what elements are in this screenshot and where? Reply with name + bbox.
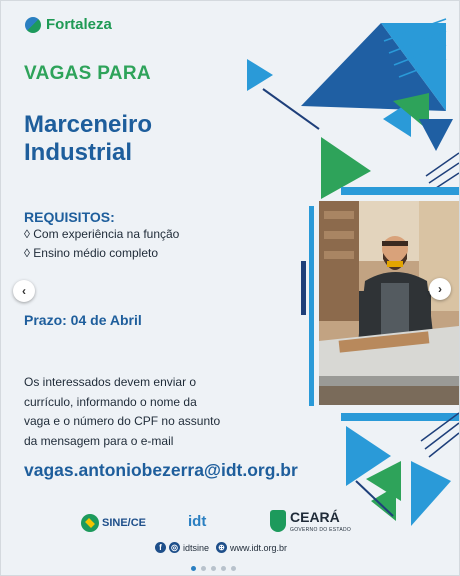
deadline: Prazo: 04 de Abril [24, 312, 142, 328]
requirement-item: ◊ Com experiência na função [24, 227, 180, 241]
instruction-line: currículo, informando o nome da [24, 394, 197, 409]
carousel-indicator [191, 566, 236, 571]
job-title-line1: Marceneiro [24, 111, 153, 138]
brand-icon [25, 17, 41, 33]
job-title-line2: Industrial [24, 139, 133, 166]
sine-ce-label: SINE/CE [102, 517, 147, 529]
instruction-line: vaga e o número do CPF no assunto [24, 414, 221, 428]
ceara-subtitle: GOVERNO DO ESTADO [290, 527, 352, 533]
chevron-right-icon: › [438, 282, 442, 296]
website-url: www.idt.org.br [230, 542, 288, 553]
requirements-title: REQUISITOS: [24, 209, 115, 225]
instagram-icon[interactable]: ◎ [169, 542, 180, 553]
headline: VAGAS PARA [24, 63, 151, 84]
previous-slide-button[interactable] [13, 280, 35, 302]
carpenter-illustration [319, 201, 459, 405]
partner-logos [81, 509, 361, 541]
requirement-item: ◊ Ensino médio completo [24, 246, 158, 260]
carpenter-photo [319, 201, 459, 405]
carousel-dot[interactable] [231, 566, 236, 571]
sine-ce-logo [81, 514, 146, 532]
brand-name: Fortaleza [46, 16, 112, 33]
next-slide-button[interactable] [429, 278, 451, 300]
idt-logo [188, 513, 206, 531]
ceara-crest-icon [270, 510, 286, 532]
globe-icon: ⊕ [216, 542, 227, 553]
social-links [155, 542, 287, 553]
brazil-flag-icon [81, 514, 99, 532]
brand-logo [25, 16, 112, 33]
ceara-label: CEARÁ [290, 509, 340, 525]
ceara-government-logo [270, 509, 351, 533]
application-instructions [24, 373, 224, 451]
contact-email: vagas.antoniobezerra@idt.org.br [24, 460, 298, 480]
instruction-line: da mensagem para o e-mail [24, 433, 174, 448]
facebook-icon[interactable]: f [155, 542, 166, 553]
carousel-dot[interactable] [221, 566, 226, 571]
idt-label: idt [188, 513, 207, 530]
social-handle: idtsine [183, 542, 210, 553]
carousel-dot[interactable] [211, 566, 216, 571]
chevron-left-icon: ‹ [22, 284, 26, 298]
carousel-dot[interactable] [191, 566, 196, 571]
instruction-line: Os interessados devem enviar o [24, 375, 197, 389]
job-title [24, 111, 152, 167]
carousel-dot[interactable] [201, 566, 206, 571]
